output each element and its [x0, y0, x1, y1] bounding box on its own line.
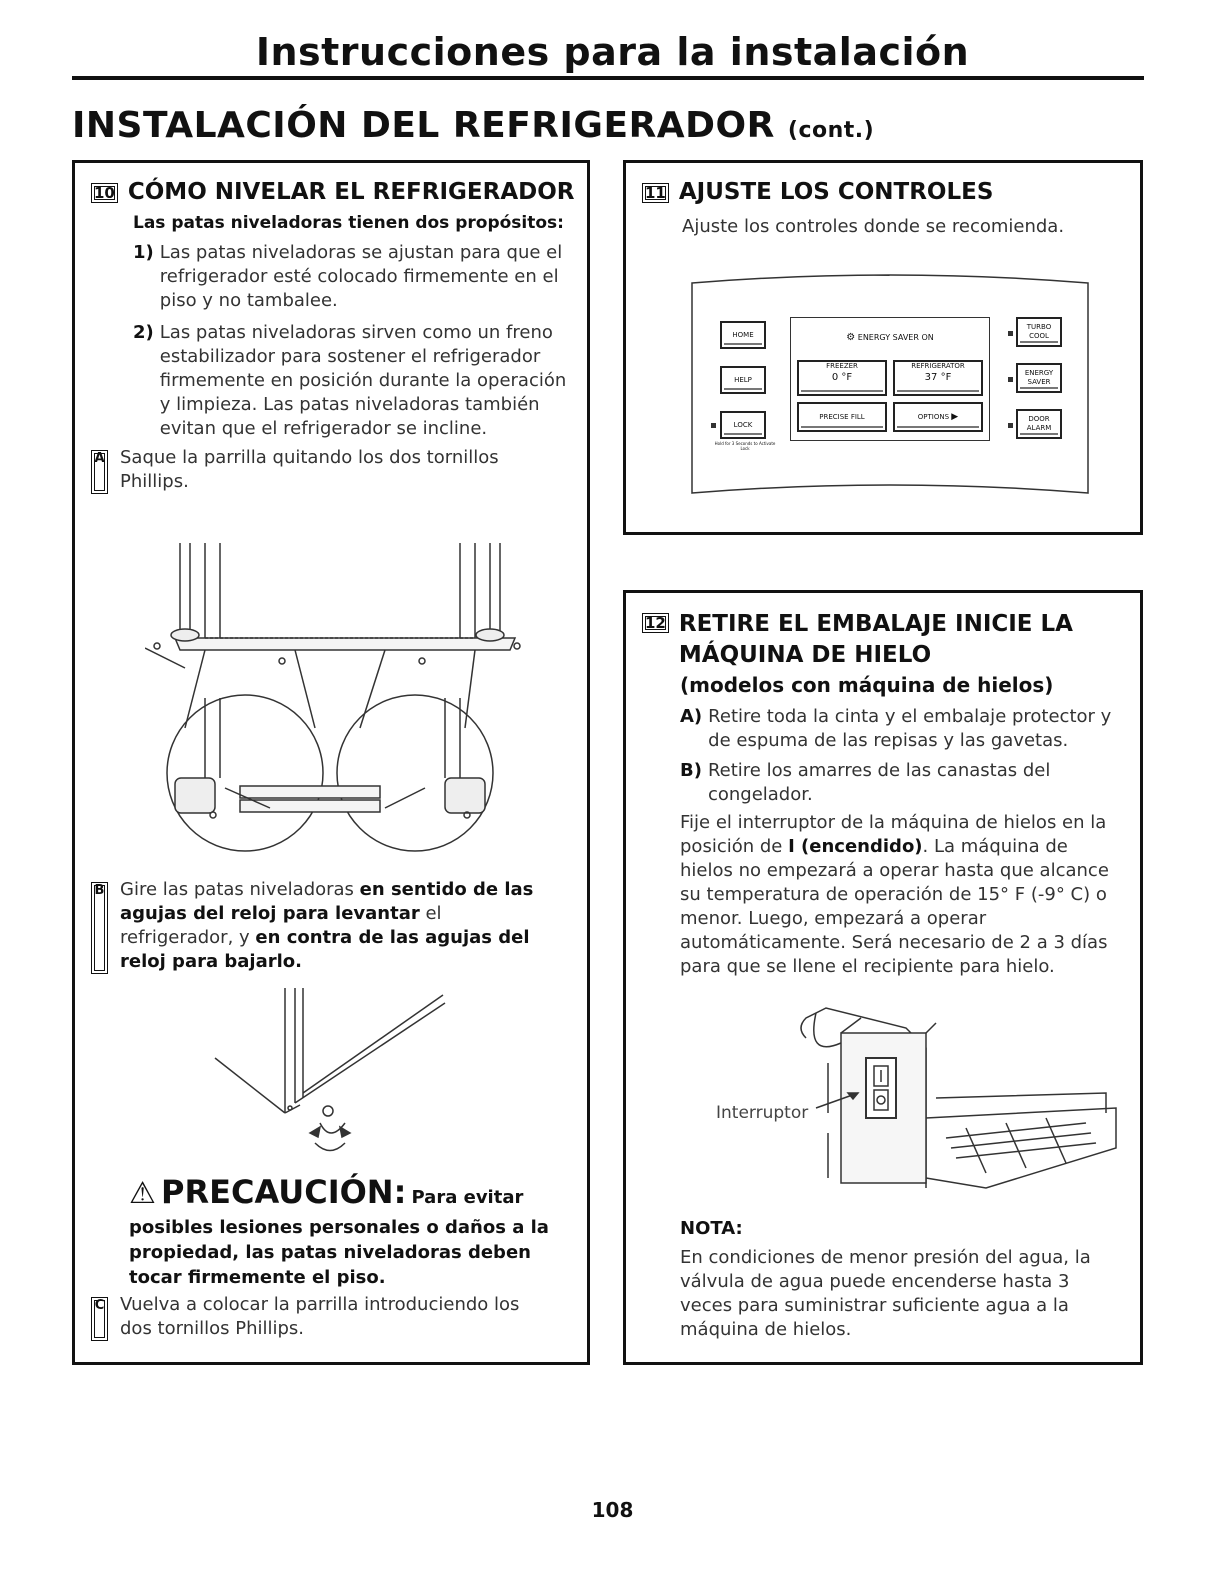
- energy-saver-on-text: ENERGY SAVER ON: [857, 333, 934, 342]
- leveling-leg-illustration: [185, 983, 485, 1163]
- warning-icon: ⚠: [129, 1176, 156, 1211]
- list-item-number: 2): [133, 322, 154, 343]
- step12-box: [623, 590, 1143, 1365]
- lock-button[interactable]: LOCK: [720, 411, 766, 439]
- list-item: [680, 759, 1125, 807]
- letter-b-box: B: [91, 882, 108, 974]
- precise-fill-button[interactable]: PRECISE FILL: [797, 402, 887, 432]
- b-text-2: el refrigerador, y: [120, 903, 442, 948]
- turbo-cool-indicator: [1008, 331, 1013, 336]
- para-bold: I (encendido): [788, 836, 923, 857]
- para-text-1: Fije el interruptor de la máquina de hielos en la posición de: [680, 812, 1107, 857]
- help-button[interactable]: HELP: [720, 366, 766, 394]
- step10-c: [91, 1293, 571, 1341]
- step12-list: [680, 705, 1125, 807]
- icemaker-switch-illustration: [786, 998, 1126, 1198]
- section-title-text: INSTALACIÓN DEL REFRIGERADOR: [72, 105, 775, 146]
- control-panel: [690, 271, 1090, 499]
- list-item-text: Las patas niveladoras se ajustan para que el refrigerador esté colocado firmemente en el piso y no tambalee.: [159, 242, 563, 311]
- b-text-1: Gire las patas niveladoras: [120, 879, 360, 900]
- page-header-title: Instrucciones para la instalación: [255, 30, 970, 74]
- para-text-2: . La máquina de hielos no empezará a operar hasta que alcance su temperatura de operación de 15° F (-9° C) o menor. Luego, empezará a operar automáticamente. Será necesario de 2 a 3 días para que se llene el recipiente para hielo.: [680, 836, 1109, 977]
- step10-subtitle: Las patas niveladoras tienen dos propósitos:: [133, 213, 564, 233]
- step11-text: Ajuste los controles donde se recomienda.: [682, 216, 1065, 237]
- step12-subtitle: (modelos con máquina de hielos): [680, 673, 1054, 697]
- caution-heading: [129, 1173, 523, 1211]
- list-item-number: 1): [133, 242, 154, 263]
- grille-removal-illustration: [145, 538, 545, 868]
- step10-b-text: [120, 878, 540, 974]
- energy-saver-status: [791, 332, 989, 343]
- step10-heading: [91, 179, 581, 205]
- energy-saver-indicator: [1008, 377, 1013, 382]
- step10-c-text: Vuelva a colocar la parrilla introduciendo los dos tornillos Phillips.: [120, 1294, 520, 1339]
- page-number: 108: [591, 1498, 634, 1522]
- b-bold-2: en contra de las agujas del reloj para bajarlo.: [120, 927, 530, 972]
- list-item-number: B): [680, 760, 702, 781]
- options-label: OPTIONS: [917, 413, 950, 421]
- step12-heading: [642, 609, 1122, 671]
- step10-a: [91, 446, 561, 494]
- step12-paragraph: [680, 811, 1110, 979]
- freezer-label: FREEZER: [826, 362, 858, 370]
- caution-lead: Para evitar: [411, 1187, 524, 1208]
- nota-text: En condiciones de menor presión del agua, la válvula de agua puede encenderse hasta 3 veces para suministrar suficiente agua a la máquina de hielos.: [680, 1247, 1091, 1340]
- refrigerator-value: 37 °F: [924, 372, 952, 383]
- nota-title: NOTA:: [680, 1218, 743, 1239]
- step10-b: [91, 878, 571, 974]
- list-item: [133, 321, 573, 441]
- display-screen: [790, 317, 990, 441]
- refrigerator-button[interactable]: [893, 360, 983, 396]
- door-alarm-indicator: [1008, 423, 1013, 428]
- step10-a-text: Saque la parrilla quitando los dos tornillos Phillips.: [120, 447, 499, 492]
- letter-a-box: A: [91, 450, 108, 494]
- energy-saver-icon: ⚙: [846, 332, 856, 343]
- section-title: [72, 105, 874, 146]
- energy-saver-button[interactable]: ENERGY SAVER: [1016, 363, 1062, 393]
- step11-number: 11: [642, 183, 669, 203]
- door-alarm-button[interactable]: DOOR ALARM: [1016, 409, 1062, 439]
- step10-title: CÓMO NIVELAR EL REFRIGERADOR: [127, 179, 575, 205]
- list-item-number: A): [680, 706, 703, 727]
- step12-title: RETIRE EL EMBALAJE INICIE LA MÁQUINA DE HIELO: [678, 611, 1073, 668]
- arrow-right-icon: ▶: [951, 412, 959, 422]
- freezer-button[interactable]: [797, 360, 887, 396]
- b-bold-1: en sentido de las agujas del reloj para levantar: [120, 879, 534, 924]
- step10-list: [133, 241, 573, 441]
- step12-number: 12: [642, 613, 669, 633]
- caution-text: posibles lesiones personales o daños a la propiedad, las patas niveladoras deben tocar firmemente el piso.: [129, 1217, 549, 1288]
- step10-number: 10: [91, 183, 118, 203]
- letter-c-box: C: [91, 1297, 108, 1341]
- switch-label: Interruptor: [716, 1103, 809, 1123]
- list-item-text: Retire los amarres de las canastas del congelador.: [707, 760, 1051, 805]
- step11-box: [623, 160, 1143, 535]
- list-item-text: Las patas niveladoras sirven como un freno estabilizador para sostener el refrigerador firmemente en posición durante la operación y limpieza. Las patas niveladoras también evitan que el refrigerador se incline.: [159, 322, 567, 439]
- list-item: [133, 241, 573, 313]
- turbo-cool-button[interactable]: TURBO COOL: [1016, 317, 1062, 347]
- lock-indicator: [711, 423, 716, 428]
- header-rule: [72, 76, 1144, 80]
- step10-box: [72, 160, 590, 1365]
- home-button[interactable]: HOME: [720, 321, 766, 349]
- section-title-cont: (cont.): [787, 118, 875, 143]
- freezer-value: 0 °F: [831, 372, 853, 383]
- step11-title: AJUSTE LOS CONTROLES: [678, 179, 994, 205]
- lock-note: Hold for 3 Seconds to Activate Lock: [714, 441, 776, 451]
- step11-heading: [642, 179, 993, 205]
- list-item-text: Retire toda la cinta y el embalaje protector y de espuma de las repisas y las gavetas.: [708, 706, 1112, 751]
- options-button[interactable]: [893, 402, 983, 432]
- caution-word: PRECAUCIÓN:: [161, 1173, 407, 1211]
- list-item: [680, 705, 1125, 753]
- refrigerator-label: REFRIGERATOR: [911, 362, 965, 370]
